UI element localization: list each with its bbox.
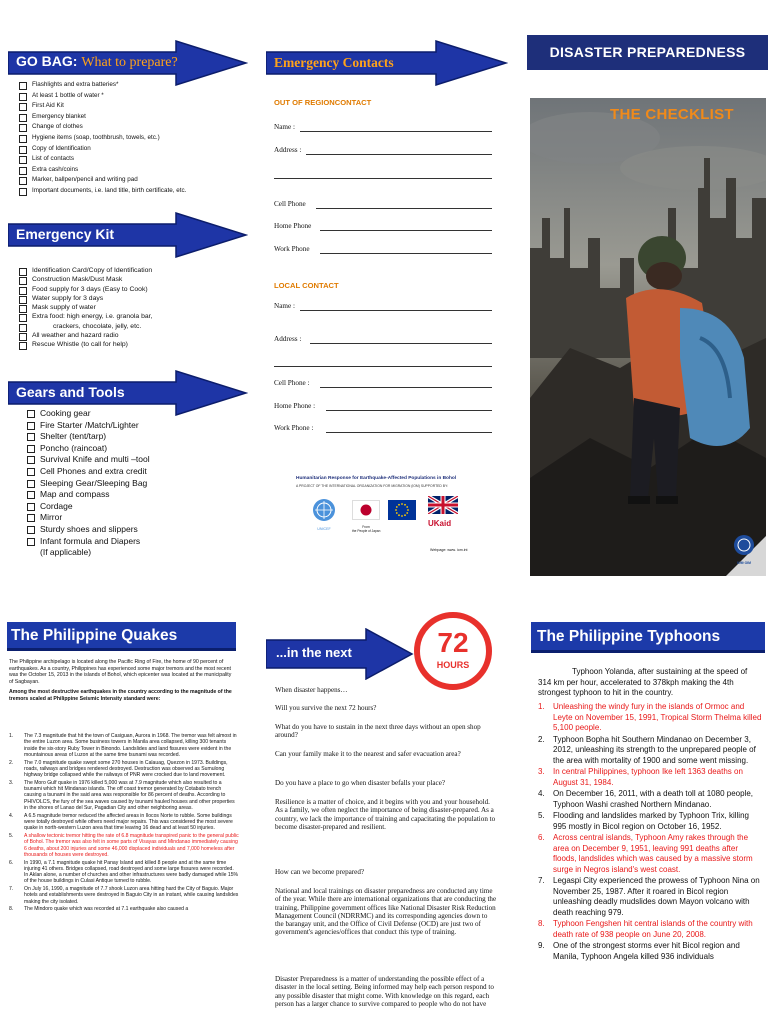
list-item: Sturdy shoes and slippers <box>27 524 150 536</box>
japan-label-1: From <box>362 525 370 529</box>
local-address-label: Address : <box>274 335 302 343</box>
quakes-header <box>7 622 236 651</box>
checklist-title: THE CHECKLIST <box>610 106 734 123</box>
list-item: 2. Typhoon Bopha hit Southern Mindanao on December 3, 2012, unleashing its strength to the unprepared people of the area with mortality of 1900 and some went missing. <box>538 734 756 765</box>
iom-label: IOM·OIM <box>737 561 751 565</box>
quakes-list <box>9 733 239 914</box>
quakes-intro: The Philippine archipelago is located along the Pacific Ring of Fire, the home of 90 percent of earthquakes. As a country, Philippines has experienced some major tremors and the most recent was the October 15, 2013 in the islands of Bohol, which epicenter was located at the municipality of Sagbayan. <box>9 659 232 685</box>
list-item: Flashlights and extra batteries* <box>19 80 186 91</box>
list-item: 4. A 6.5 magnitude tremor reduced the affected areas in Ilocos Norte to rubble. Some buildings were totally destroyed while others need major repairs. This was considered the most severe quake in north-western Luzon area that time leaving 16 dead and at least 50 injuries. <box>9 812 233 832</box>
gears-title: Gears and Tools <box>16 384 125 400</box>
sponsor-title: Humanitarian Response for Earthquake-Affected Populations in Bohol <box>296 476 457 481</box>
list-item: Rescue Whistle (to call for help) <box>19 340 152 349</box>
out-address-field-2[interactable] <box>274 178 492 179</box>
list-item: 8. Typhoon Fengshen hit central islands of the country with death rate of 938 people on June 20, 2008. <box>538 919 753 940</box>
next72-p6: Resilience is a matter of choice, and it begins with you and your household. As a family, we often neglect the importance of being disaster-prepared. As a country, we lack the importance of training and capacitating the population to become disaster-prepared and resilient. <box>275 798 496 831</box>
list-item: 7. On July 16, 1990, a magnitude of 7.7 shook Luzon area hitting hard the City of Baguio. Major hotels and establishments were destroyed in Baguio City in an instant, while causing landslides making the city isolated. <box>9 886 239 905</box>
list-item: List of contacts <box>19 154 186 165</box>
list-item: Cooking gear <box>27 408 150 420</box>
typhoons-header <box>531 622 765 653</box>
next72-header <box>266 628 414 680</box>
hours-badge-number: 72 <box>437 627 469 658</box>
emergency-kit-header <box>8 212 248 258</box>
next72-p1: When disaster happens… <box>275 686 348 694</box>
out-home-field[interactable] <box>320 230 492 231</box>
list-item: crackers, chocolate, jelly, etc. <box>19 322 152 331</box>
list-item: 5. A shallow tectonic tremor hitting the rate of 6.8 magnitude transpired panic to the general public of Bohol. The tremor was also felt in some parts of Visayas and Mindanao immediately causing 6 deaths, about 200 injuries and some 46,000 displaced individuals and 7,000 homeless after thousands of houses were destroyed. <box>9 833 239 858</box>
local-work-field[interactable] <box>326 432 492 433</box>
sponsor-subtitle: A PROJECT OF THE INTERNATIONAL ORGANIZATION FOR MIGRATION (IOM) SUPPORTED BY: <box>296 484 449 488</box>
unicef-label: UNICEF <box>317 527 331 531</box>
out-name-label: Name : <box>274 123 295 131</box>
out-home-label: Home Phone <box>274 222 312 230</box>
go-bag-title: GO BAG: <box>16 53 78 69</box>
list-item: 2. The 7.0 magnitude quake swept some 270 houses in Calauag, Quezon in 1973. Buildings, roads, railways and bridges rendered destroyed. Destruction was observed as Sumulong highway bridge collapsed while the railways of PNR were crocked due to land movement. <box>9 759 228 779</box>
list-item: 1. The 7.3 magnitude that hit the town of Casiguan, Aurora in 1968. The tremor was felt almost in the entire Luzon area. Some business towers in Manila area collapsed, killing 300 tenants inside the six-story Ruby Tower in Binondo. Landslides and land fissures were evident in the mountainous areas of Luzon at the same time tsunami was recorded. <box>9 733 237 758</box>
out-work-label: Work Phone <box>274 245 310 253</box>
typhoons-intro-text: Typhoon Yolanda, after sustaining at the speed of 314 km per hour, accelerated to 378kph making the 4th strongest typhoon to hit in the country. <box>538 667 748 698</box>
list-item: Cordage <box>27 501 150 513</box>
list-item: 6. Across central islands, Typhoon Amy rakes through the area on December 9, 1951, leaving 991 deaths after floods, landslides which was caused by a massive storm surge in Negros island's west coast. <box>538 833 753 874</box>
list-item: Map and compass <box>27 489 150 501</box>
list-item: Food supply for 3 days (Easy to Cook) <box>19 285 152 294</box>
local-contact-title: LOCAL CONTACT <box>274 281 339 290</box>
list-item: Extra cash/coins <box>19 165 186 176</box>
next72-title: ...in the next <box>276 645 352 660</box>
list-item: Hygiene items (soap, toothbrush, towels, etc.) <box>19 133 186 144</box>
list-item: At least 1 bottle of water * <box>19 91 186 102</box>
out-cell-field[interactable] <box>316 208 492 209</box>
list-item: Emergency blanket <box>19 112 186 123</box>
typhoons-list <box>538 702 762 963</box>
out-of-region-title: OUT OF REGIONCONTACT <box>274 98 372 107</box>
next72-p8: National and local trainings on disaster preparedness are conducted any time of the year. While there are international organizations that are conducting the training, Philippine government offices like National Disaster Risk Reduction Management Council (NDRRMC) and its corresponding agencies down to the barangay unit, and the Office of Civil Defense (OCD) are just two of government's agencies/offices that conduct this type of training. <box>275 887 497 937</box>
un-logo <box>312 498 336 531</box>
next72-p5: Do you have a place to go when disaster befalls your place? <box>275 779 445 787</box>
hours-badge-word: HOURS <box>436 660 470 670</box>
website-label: Webpage: www. iom.int <box>430 548 468 552</box>
list-item: Mirror <box>27 512 150 524</box>
cover-title: DISASTER PREPAREDNESS <box>527 35 768 70</box>
list-item: Water supply for 3 days <box>19 294 152 303</box>
eu-flag-logo <box>388 500 416 520</box>
out-cell-label: Cell Phone <box>274 200 306 208</box>
list-item: 9. One of the strongest storms ever hit Bicol region and Manila, Typhoon Angela killed 936 individuals <box>538 941 740 962</box>
local-address-field[interactable] <box>310 343 492 344</box>
list-item: Extra food: high energy, i.e. granola bar, <box>19 312 152 321</box>
typhoons-title: The Philippine Typhoons <box>537 628 721 645</box>
japan-label-2: the People of Japan <box>352 529 381 533</box>
list-item: Shelter (tent/tarp) <box>27 431 150 443</box>
go-bag-subtitle: What to prepare? <box>81 55 178 70</box>
list-item: 8. The Mindoro quake which was recorded at 7.1 earthquake also caused a <box>9 906 189 913</box>
quakes-title: The Philippine Quakes <box>11 627 178 644</box>
list-item: 5. Flooding and landslides marked by Typhoon Trix, killing 995 mostly in Bicol region on October 16, 1952. <box>538 811 749 831</box>
list-item: Sleeping Gear/Sleeping Bag <box>27 478 150 490</box>
local-name-label: Name : <box>274 302 295 310</box>
out-work-field[interactable] <box>320 253 492 254</box>
next72-p9: Disaster Preparedness is a matter of understanding the possible effect of a disaster in the local setting. Being informed may help each person respond to any possible disaster that might come. With knowledge on this regard, each person has a larger chance to survive compared to people who do not have <box>275 975 494 1008</box>
next72-p4: Can your family make it to the nearest and safer evacuation area? <box>275 750 461 758</box>
ukaid-logo <box>428 496 458 530</box>
list-item: Copy of Identification <box>19 144 186 155</box>
next72-p3: What do you have to sustain in the next three days without an open shop around? <box>275 723 481 740</box>
out-address-label: Address : <box>274 146 302 154</box>
list-item: Identification Card/Copy of Identification <box>19 266 152 275</box>
list-item: Mask supply of water <box>19 303 152 312</box>
list-item: 7. Legaspi City experienced the prowess of Typhoon Nina on November 25, 1987. After it roared in Bicol region unleashing deadly mudslides down Mayon volcano with death reaching 979. <box>538 876 760 918</box>
contacts-header <box>266 40 508 86</box>
emergency-kit-list <box>19 266 152 350</box>
list-item: All weather and hazard radio <box>19 331 152 340</box>
local-home-field[interactable] <box>326 410 492 411</box>
go-bag-list <box>19 80 186 197</box>
contacts-title: Emergency Contacts <box>274 55 394 70</box>
out-name-field[interactable] <box>300 131 492 132</box>
local-name-field[interactable] <box>300 310 492 311</box>
list-item: Change of clothes <box>19 122 186 133</box>
local-home-label: Home Phone : <box>274 402 316 410</box>
local-cell-field[interactable] <box>320 387 492 388</box>
list-item: First Aid Kit <box>19 101 186 112</box>
local-cell-label: Cell Phone : <box>274 379 310 387</box>
list-item: Marker, ballpen/pencil and writing pad <box>19 175 186 186</box>
out-address-field[interactable] <box>306 154 492 155</box>
emergency-kit-title: Emergency Kit <box>16 226 115 242</box>
local-address-field-2[interactable] <box>274 366 492 367</box>
typhoons-intro <box>538 667 762 699</box>
gears-list <box>27 408 150 559</box>
list-item: 3. In central Philippines, typhoon Ike left 1363 deaths on August 31, 1984. <box>538 767 743 787</box>
list-item: 4. On December 16, 2011, with a death toll at 1080 people, Typhoon Washi crashed Northern Mindanao. <box>538 789 753 809</box>
japan-flag-logo <box>352 500 380 532</box>
list-item: Important documents, i.e. land title, birth certificate, etc. <box>19 186 186 197</box>
list-item: 1. Unleashing the windy fury in the islands of Ormoc and Leyte on November 15, 1991, Tropical Storm Thelma killed 5,100 people. <box>538 702 762 733</box>
hours-badge <box>414 612 492 690</box>
next72-p7: How can we become prepared? <box>275 868 365 876</box>
local-work-label: Work Phone : <box>274 424 314 432</box>
iom-logo <box>730 534 758 570</box>
list-item: Infant formula and Diapers <box>27 536 150 548</box>
cover-photo <box>530 98 766 576</box>
list-item: Cell Phones and extra credit <box>27 466 150 478</box>
list-item: (If applicable) <box>40 547 92 558</box>
list-item: Survival Knife and multi –tool <box>27 454 150 466</box>
list-item: Construction Mask/Dust Mask <box>19 275 152 284</box>
list-item: Poncho (raincoat) <box>27 443 150 455</box>
next72-p2: Will you survive the next 72 hours? <box>275 704 377 712</box>
quakes-intro-2: Among the most destructive earthquakes in the country according to the magnitude of the tremors scaled at Philippine Seismic Intensity standard were: <box>9 689 232 702</box>
list-item: 6. In 1990, a 7.1 magnitude quake hit Panay Island and killed 8 people and at the same time injuring 41 others. Bridges collapsed, road destroyed and some large fissures were recorded. In Aklan alone, a number of churches and other infrastructures were badly damaged while 15% of the house buildings in Culasi Antique turned to rubble. <box>9 859 239 885</box>
list-item: Fire Starter /Match/Lighter <box>27 420 150 432</box>
ukaid-label: UKaid <box>428 519 452 528</box>
list-item: 3. The Moro Gulf quake in 1976 killed 5,000 was at 7.9 magnitude which also resulted to a tsunami which hit Mindanao islands. The off coast tremor generated by Cotabato trench causing a tsunami in the said area was responsible for 86 percent of deaths. According to PHIVOLCS, the fury of the sea waves caused by tsunami hauled houses and other properties in the shores of Lanao del Sur, Pagadian City and other neighboring areas. <box>9 779 235 812</box>
